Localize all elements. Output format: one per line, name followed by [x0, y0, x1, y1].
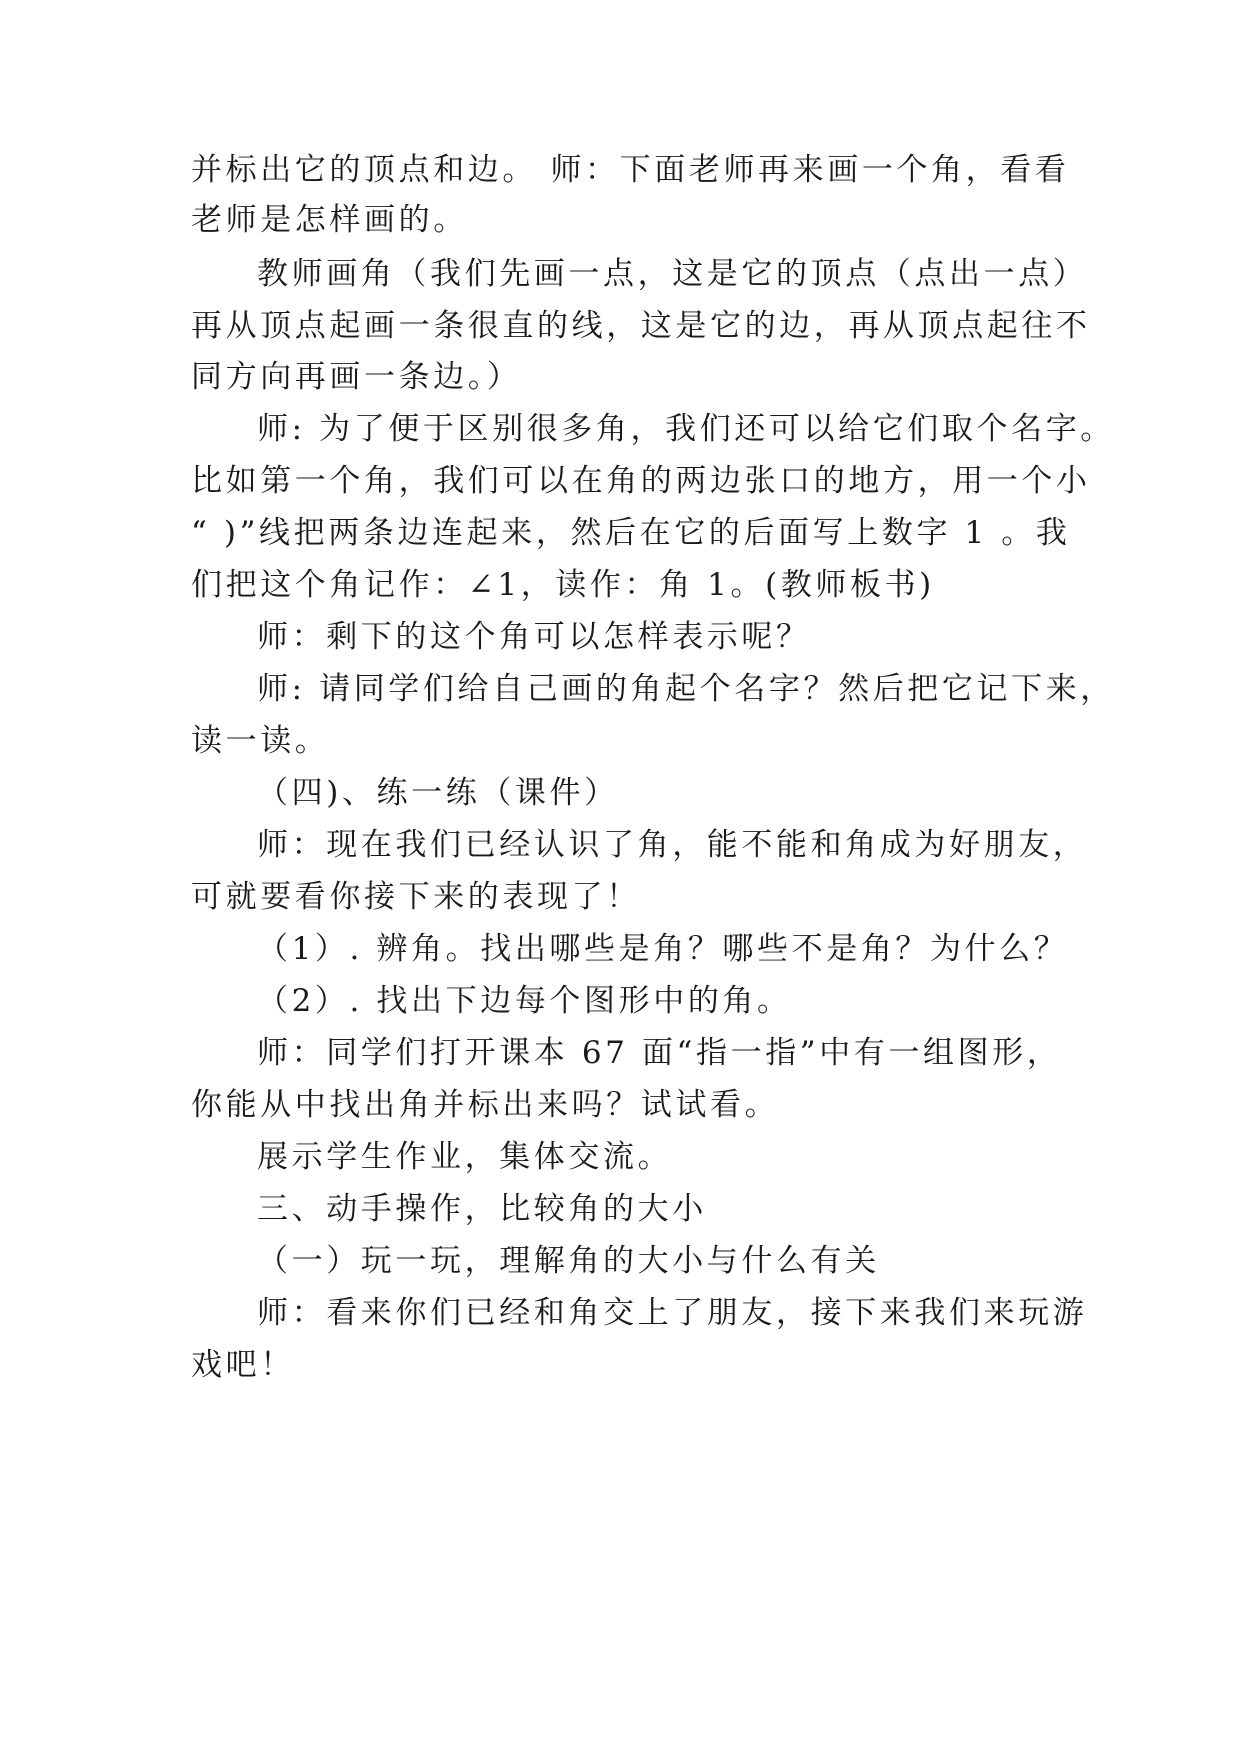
text-line-17: （2）. 找出下边每个图形中的角。 — [257, 983, 792, 1019]
text-line-21: 三、动手操作，比较角的大小 — [257, 1191, 707, 1227]
text-line-8: “ )”线把两条边连起来，然后在它的后面写上数字 1 。我 — [191, 515, 1071, 551]
text-line-18: 师：同学们打开课本 67 面“指一指”中有一组图形， — [257, 1035, 1062, 1071]
text-line-10: 师：剩下的这个角可以怎样表示呢？ — [257, 619, 811, 655]
text-line-15: 可就要看你接下来的表现了！ — [191, 879, 641, 915]
text-line-13: （四)、练一练（课件） — [257, 775, 619, 811]
text-line-20: 展示学生作业，集体交流。 — [257, 1139, 673, 1175]
text-line-19: 你能从中找出角并标出来吗？试试看。 — [191, 1087, 780, 1123]
text-line-9: 们把这个角记作：∠1，读作：角 1。(教师板书) — [191, 567, 935, 603]
text-line-7: 比如第一个角，我们可以在角的两边张口的地方，用一个小 — [191, 463, 1091, 499]
text-line-14: 师：现在我们已经认识了角，能不能和角成为好朋友， — [257, 827, 1088, 863]
text-line-11: 师: 请同学们给自己画的角起个名字？然后把它记下来， — [257, 671, 1115, 707]
text-line-2: 老师是怎样画的。 — [191, 202, 468, 238]
text-line-1: 并标出它的顶点和边。 师：下面老师再来画一个角，看看 — [191, 152, 1070, 188]
text-line-6: 师: 为了便于区别很多角，我们还可以给它们取个名字。 — [257, 411, 1115, 447]
text-line-23: 师：看来你们已经和角交上了朋友，接下来我们来玩游 — [257, 1295, 1088, 1331]
text-line-16: （1）. 辨角。找出哪些是角？哪些不是角？为什么？ — [257, 931, 1069, 967]
text-line-4: 再从顶点起画一条很直的线，这是它的边，再从顶点起往不 — [191, 308, 1091, 344]
text-line-22: （一）玩一玩，理解角的大小与什么有关 — [257, 1243, 880, 1279]
text-line-12: 读一读。 — [191, 723, 330, 759]
text-line-3: 教师画角（我们先画一点，这是它的顶点（点出一点） — [257, 256, 1088, 292]
text-line-24: 戏吧！ — [191, 1347, 295, 1383]
text-line-5: 同方向再画一条边。） — [191, 359, 522, 395]
